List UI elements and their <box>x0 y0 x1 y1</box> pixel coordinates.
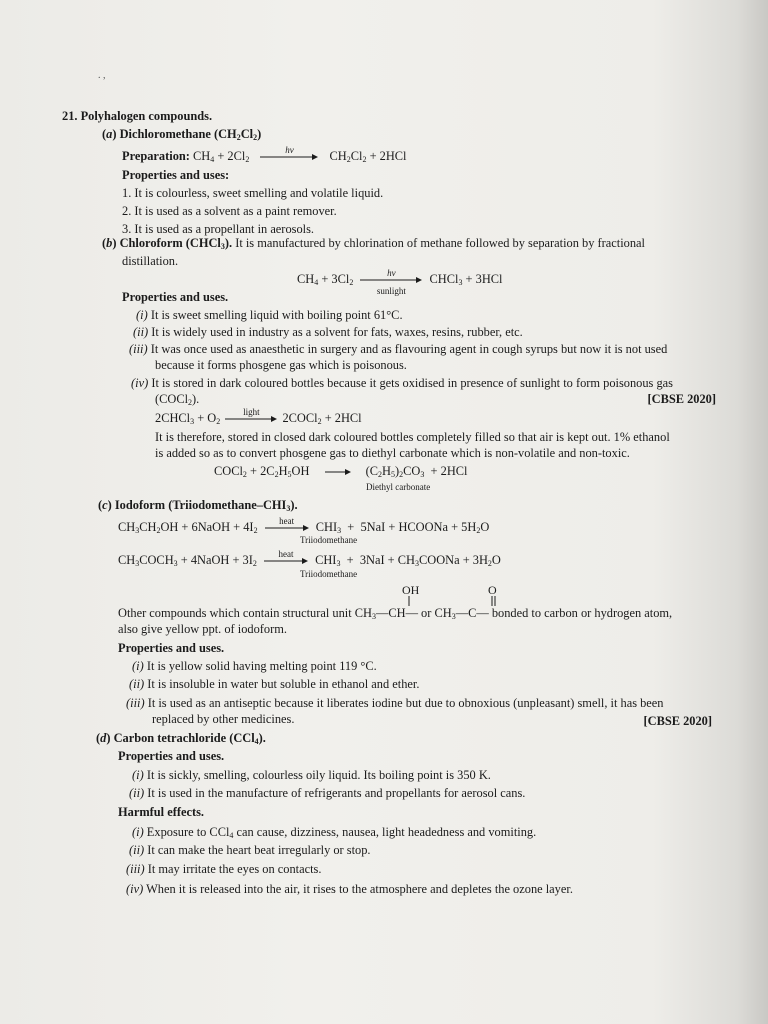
reaction-arrow <box>265 516 309 532</box>
iodoform-equation-1: $CH_3CH_2OH$ + 6NaOH + $4I_2$ heat $CHI_3 + 5NaI$ + HCOONa + $5H_2O$ <box>118 516 490 535</box>
prop-item-cont: (COCl$_2$). <box>155 392 200 407</box>
triiodomethane-caption: Triiodomethane <box>300 569 358 579</box>
cbse-tag: [CBSE 2020] <box>643 714 712 728</box>
prop-item: 3. It is used as a propellant in aerosols. <box>122 222 315 236</box>
harm-item: (iv) When it is released into the air, it rises to the atmosphere and depletes the ozone layer. <box>126 882 573 896</box>
diethyl-caption: Diethyl carbonate <box>366 482 431 492</box>
props-heading-d: Properties and uses. <box>118 749 225 763</box>
harm-item: (i) Exposure to CCl$_4$ can cause, dizziness, nausea, light headedness and vomiting. <box>132 825 537 840</box>
harmful-heading: Harmful effects. <box>118 805 205 819</box>
chloroform-intro: (b) Chloroform (CHCl$_3$). It is manufactured by chlorination of methane followed by separation by fractional <box>102 236 645 251</box>
iodoform-equation-2: $CH_3COCH_3$ + 4NaOH + $3I_2$ heat $CHI_3 + 3NaI$ + $CH_3COONa + 3H_2O$ <box>118 549 501 568</box>
heading-iodoform: (c) Iodoform $(Triiodomethane-CHI_3)$. <box>98 498 298 513</box>
struct-oh-label: OH <box>402 583 420 597</box>
diethyl-equation: COCl$_2$ + $2C_2H_5OH$ $(C_2H_5)_2CO_3 + 2HCl$ <box>214 464 468 479</box>
other-compounds-line: also give yellow ppt. of iodoform. <box>118 622 287 636</box>
reaction-arrow <box>260 145 318 161</box>
triiodomethane-caption: Triiodomethane <box>300 535 358 545</box>
props-heading-c: Properties and uses. <box>118 641 225 655</box>
struct-double-bond <box>489 596 501 606</box>
arrow-condition: hv <box>285 145 294 156</box>
props-heading-a: Properties and uses: <box>122 168 230 182</box>
prop-item-cont: because it forms phosgene gas which is poisonous. <box>155 358 407 372</box>
reaction-arrow <box>264 549 308 565</box>
prop-item: (i) It is yellow solid having melting point 119 °C. <box>132 659 377 673</box>
harm-item: (iii) It may irritate the eyes on contacts. <box>126 862 322 876</box>
note-line: It is therefore, stored in closed dark coloured bottles completely filled so that air is kept out. 1% ethanol <box>155 430 670 444</box>
prop-item: 1. It is colourless, sweet smelling and volatile liquid. <box>122 186 384 200</box>
prop-item: (i) It is sickly, smelling, colourless oily liquid. Its boiling point is 350 K. <box>132 768 491 782</box>
arrow-condition: heat <box>278 549 294 560</box>
arrow-condition-bottom: sunlight <box>376 286 406 297</box>
prop-item: 2. It is used as a solvent as a paint remover. <box>122 204 337 218</box>
prep-equation: Preparation: $CH_4 + 2Cl_2$ hv $CH_2Cl_2 + 2HCl$ <box>122 145 407 164</box>
props-heading-b: Properties and uses. <box>122 290 229 304</box>
section-title: 21. Polyhalogen compounds. <box>62 109 213 123</box>
prop-item-cont: replaced by other medicines. <box>152 712 295 726</box>
note-line: is added so as to convert phosgene gas to diethyl carbonate which is non-volatile and non-toxic. <box>155 446 630 460</box>
struct-o-label: O <box>488 583 497 597</box>
prop-item: (ii) It is widely used in industry as a solvent for fats, waxes, resins, rubber, etc. <box>133 325 523 339</box>
reaction-arrow <box>360 268 422 297</box>
reaction-arrow <box>225 407 277 423</box>
prop-item: (iii) It is used as an antiseptic because it liberates iodine but due to obnoxious (unpleasant) smell, it has been <box>126 696 664 710</box>
chloroform-intro-cont: distillation. <box>122 254 179 268</box>
prop-item: (iv) It is stored in dark coloured bottles because it gets oxidised in presence of sunlight to form poisonous gas <box>131 376 673 390</box>
arrow-condition: light <box>243 407 260 418</box>
prop-item: (i) It is sweet smelling liquid with boiling point 61°C. <box>136 308 403 322</box>
reaction-arrow <box>325 468 351 476</box>
prep-label: Preparation: <box>122 149 190 163</box>
arrow-condition: heat <box>279 516 295 527</box>
heading-dichloromethane: (a) Dichloromethane $(CH_2Cl_2)$ <box>102 127 262 142</box>
heading-ccl4: (d) Carbon tetrachloride (CCl$_4$). <box>96 731 266 746</box>
prop-item: (iii) It was once used as anaesthetic in surgery and as flavouring agent in cough syrups but now it is not used <box>129 342 668 356</box>
arrow-condition: hv <box>387 268 396 279</box>
page-marks: . , <box>98 70 106 81</box>
prop-item: (ii) It is used in the manufacture of refrigerants and propellants for aerosol cans. <box>129 786 526 800</box>
prop-item: (ii) It is insoluble in water but soluble in ethanol and ether. <box>129 677 420 691</box>
other-compounds-line: Other compounds which contain structural unit $CH_3—CH—$ or $CH_3—C—$ bonded to carbon or hydrogen atom, <box>118 606 673 621</box>
harm-item: (ii) It can make the heart beat irregularly or stop. <box>129 843 371 857</box>
cbse-tag: [CBSE 2020] <box>647 392 716 406</box>
struct-bond <box>405 596 425 606</box>
chloroform-equation: $CH_4 + 3Cl_2$ hv sunlight CHCl$_3$ + 3HCl <box>297 268 503 297</box>
phosgene-equation: 2CHCl$_3$ + $O_2$ light 2COCl$_2$ + 2HCl <box>155 407 362 426</box>
